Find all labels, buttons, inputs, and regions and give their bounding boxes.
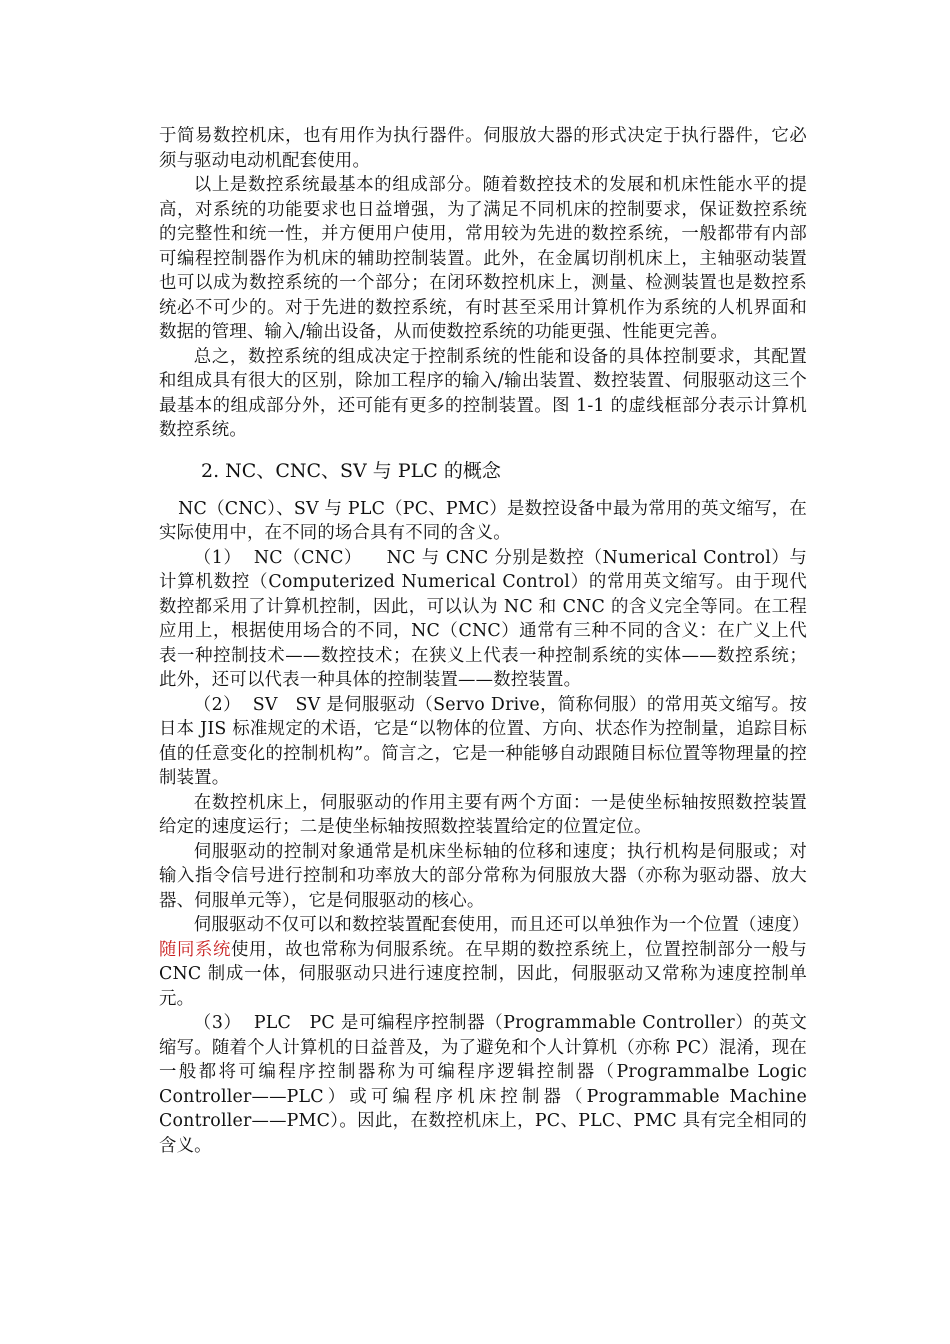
paragraph-summary: 总之，数控系统的组成决定于控制系统的性能和设备的具体控制要求，其配置和组成具有很大的区别，除加工程序的输入/输出装置、数控装置、伺服驱动这三个最基本的组成部分外，还可能有更多的控制装置。图 1-1 的虚线框部分表示计算机数控系统。 bbox=[159, 346, 807, 440]
document-body bbox=[159, 124, 813, 1158]
paragraph-plc: （3） PLC PC 是可编程序控制器（Programmable Controller）的英文缩写。随着个人计算机的日益普及，为了避免和个人计算机（亦称 PC）混淆，现在一般都将可编程序控制器称为可编程序逻辑控制器（Programmalbe Logic Controller——PLC）或可编程序机床控制器（Programmable Machine Controller——PMC）。因此，在数控机床上，PC、PLC、PMC 具有完全相同的含义。 bbox=[159, 1013, 813, 1156]
highlighted-term: 随同系统 bbox=[159, 939, 232, 960]
paragraph-nc-cnc: （1） NC（CNC） NC 与 CNC 分别是数控（Numerical Control）与计算机数控（Computerized Numerical Control）的常用英文缩写。由于现代数控都采用了计算机控制，因此，可以认为 NC 和 CNC 的含义完全等同。在工程应用上，根据使用场合的不同，NC（CNC）通常有三种不同的含义：在广义上代表一种控制技术——数控技术；在狭义上代表一种控制系统的实体——数控系统；此外，还可以代表一种具体的控制装置——数控装置。 bbox=[159, 547, 807, 690]
paragraph-continued: 于简易数控机床，也有用作为执行器件。伺服放大器的形式决定于执行器件，它必须与驱动电动机配套使用。 bbox=[159, 126, 807, 171]
section-heading: 2. NC、CNC、SV 与 PLC 的概念 bbox=[201, 459, 501, 482]
servo-standalone-text-end: 使用，故也常称为伺服系统。在早期的数控系统上，位置控制部分一般与 CNC 制成一体，伺服驱动只进行速度控制，因此，伺服驱动又常称为速度控制单元。 bbox=[159, 939, 813, 1009]
paragraph-servo-standalone bbox=[159, 913, 813, 1011]
paragraph-intro: NC（CNC）、SV 与 PLC（PC、PMC）是数控设备中最为常用的英文缩写，在实际使用中，在不同的场合具有不同的含义。 bbox=[159, 498, 807, 543]
paragraph-servo-role: 在数控机床上，伺服驱动的作用主要有两个方面：一是使坐标轴按照数控装置给定的速度运行；二是使坐标轴按照数控装置给定的位置定位。 bbox=[159, 792, 807, 837]
paragraph-sv: （2） SV SV 是伺服驱动（Servo Drive，简称伺服）的常用英文缩写。按日本 JIS 标准规定的术语，它是“以物体的位置、方向、状态作为控制量，追踪目标值的任意变化的控制机构”。简言之，它是一种能够自动跟随目标位置等物理量的控制装置。 bbox=[159, 694, 807, 788]
paragraph-system-components: 以上是数控系统最基本的组成部分。随着数控技术的发展和机床性能水平的提高，对系统的功能要求也日益增强，为了满足不同机床的控制要求，保证数控系统的完整性和统一性，并方便用户使用，常用较为先进的数控系统，一般都带有内部可编程控制器作为机床的辅助控制装置。此外，在金属切削机床上，主轴驱动装置也可以成为数控系统的一个部分；在闭环数控机床上，测量、检测装置也是数控系统必不可少的。对于先进的数控系统，有时甚至采用计算机作为系统的人机界面和数据的管理、输入/输出设备，从而使数控系统的功能更强、性能更完善。 bbox=[159, 175, 807, 342]
paragraph-servo-object: 伺服驱动的控制对象通常是机床坐标轴的位移和速度；执行机构是伺服或；对输入指令信号进行控制和功率放大的部分常称为伺服放大器（亦称为驱动器、放大器、伺服单元等），它是伺服驱动的核心。 bbox=[159, 841, 807, 911]
servo-standalone-text-start: 伺服驱动不仅可以和数控装置配套使用，而且还可以单独作为一个位置（速度） bbox=[193, 915, 810, 935]
